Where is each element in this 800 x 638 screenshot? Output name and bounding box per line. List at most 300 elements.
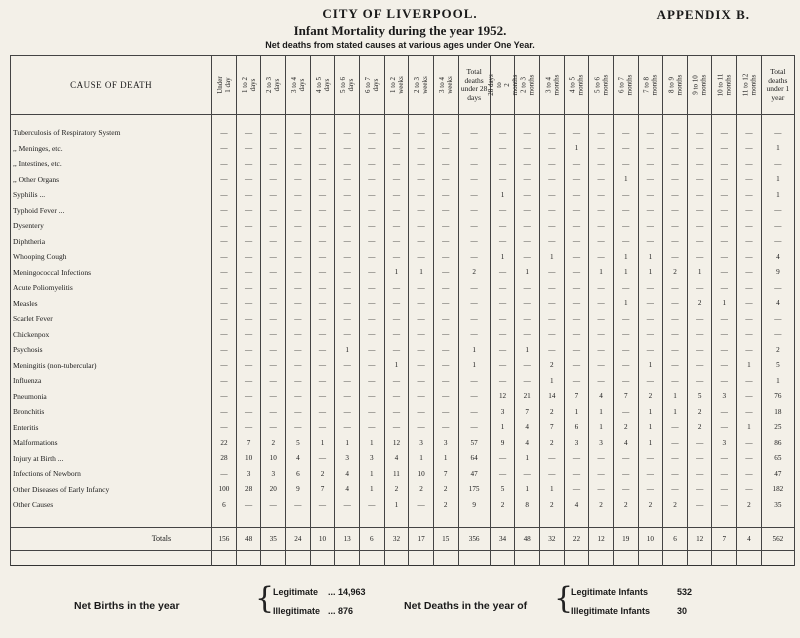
value-cell: — xyxy=(613,203,638,219)
births-illegit-value: ... 876 xyxy=(328,606,354,616)
spacer-cell xyxy=(384,513,409,528)
cause-cell: ,, Meninges, etc. xyxy=(11,141,212,157)
value-cell: 7 xyxy=(433,466,458,482)
value-cell: 7 xyxy=(310,482,335,498)
value-cell: 7 xyxy=(515,404,540,420)
value-cell: — xyxy=(212,249,237,265)
cause-cell: Meningitis (non-tubercular) xyxy=(11,358,212,374)
value-cell: — xyxy=(564,482,589,498)
value-cell: — xyxy=(589,203,614,219)
value-cell: 3 xyxy=(712,389,737,405)
value-cell: — xyxy=(613,187,638,203)
value-cell: 35 xyxy=(761,497,794,513)
value-cell: — xyxy=(638,141,663,157)
value-cell: — xyxy=(589,311,614,327)
value-cell: — xyxy=(286,420,311,436)
value-cell: — xyxy=(359,404,384,420)
value-cell: — xyxy=(712,234,737,250)
value-cell: 1 xyxy=(490,249,515,265)
value-cell: — xyxy=(761,327,794,343)
value-cell: 1 xyxy=(564,404,589,420)
value-cell: — xyxy=(613,280,638,296)
appendix-label: APPENDIX B. xyxy=(656,7,750,22)
value-cell: — xyxy=(712,420,737,436)
value-cell: — xyxy=(564,203,589,219)
value-cell: — xyxy=(261,373,286,389)
cause-cell: ,, Other Organs xyxy=(11,172,212,188)
spacer-cell xyxy=(564,115,589,126)
value-cell: 1 xyxy=(589,404,614,420)
spacer-cell xyxy=(687,550,712,565)
spacer-cell xyxy=(236,115,261,126)
deaths-illegit-value: 30 xyxy=(677,606,688,616)
value-cell: — xyxy=(515,172,540,188)
value-cell: 3 xyxy=(335,451,360,467)
value-cell: 3 xyxy=(236,466,261,482)
value-cell: — xyxy=(761,280,794,296)
table-row xyxy=(11,327,795,343)
value-cell: — xyxy=(515,296,540,312)
value-cell: — xyxy=(564,234,589,250)
value-cell: — xyxy=(663,156,688,172)
value-cell: — xyxy=(310,172,335,188)
value-cell: — xyxy=(409,280,434,296)
value-cell: — xyxy=(335,187,360,203)
value-cell: — xyxy=(589,156,614,172)
value-cell: 4 xyxy=(384,451,409,467)
value-cell: — xyxy=(737,265,762,281)
value-cell: — xyxy=(515,218,540,234)
value-cell: — xyxy=(458,327,490,343)
value-cell: 3 xyxy=(433,435,458,451)
value-cell: — xyxy=(286,280,311,296)
spacer-cell xyxy=(687,115,712,126)
value-cell: — xyxy=(737,451,762,467)
value-cell: — xyxy=(236,234,261,250)
value-cell: — xyxy=(589,327,614,343)
births-brace: { xyxy=(255,581,275,616)
page-subtitle: Net deaths from stated causes at various ages under One Year. xyxy=(265,40,535,50)
cause-cell: Acute Poliomyelitis xyxy=(11,280,212,296)
column-header xyxy=(409,56,434,115)
value-cell: — xyxy=(261,404,286,420)
column-header-label: 7 to 8 months xyxy=(642,74,659,96)
value-cell: — xyxy=(359,218,384,234)
spacer-cell xyxy=(589,550,614,565)
value-cell: 1 xyxy=(540,482,565,498)
value-cell: — xyxy=(433,358,458,374)
value-cell: — xyxy=(737,249,762,265)
column-header-label: 2 to 3 months xyxy=(519,74,536,96)
value-cell: — xyxy=(663,373,688,389)
value-cell: 3 xyxy=(409,435,434,451)
spacer-cell xyxy=(458,513,490,528)
value-cell: 11 xyxy=(384,466,409,482)
cause-cell: Typhoid Fever ... xyxy=(11,203,212,219)
table-body xyxy=(11,115,795,566)
value-cell: 1 xyxy=(458,358,490,374)
value-cell: — xyxy=(515,187,540,203)
table-row xyxy=(11,265,795,281)
column-header xyxy=(589,56,614,115)
value-cell: 1 xyxy=(540,249,565,265)
value-cell: — xyxy=(564,156,589,172)
value-cell: — xyxy=(663,296,688,312)
value-cell: — xyxy=(261,420,286,436)
value-cell: — xyxy=(212,156,237,172)
value-cell: 1 xyxy=(359,466,384,482)
value-cell: — xyxy=(712,280,737,296)
value-cell: 2 xyxy=(761,342,794,358)
column-header-label: 6 to 7 months xyxy=(617,74,634,96)
value-cell: 12 xyxy=(490,389,515,405)
value-cell: — xyxy=(409,342,434,358)
value-cell: — xyxy=(687,435,712,451)
spacer-cell xyxy=(515,550,540,565)
value-cell: 2 xyxy=(384,482,409,498)
value-cell: — xyxy=(490,373,515,389)
value-cell: — xyxy=(613,234,638,250)
value-cell: — xyxy=(359,125,384,141)
value-cell: 2 xyxy=(458,265,490,281)
value-cell: — xyxy=(490,156,515,172)
value-cell: — xyxy=(212,466,237,482)
value-cell: — xyxy=(687,187,712,203)
value-cell: — xyxy=(515,141,540,157)
total-cell: 12 xyxy=(687,527,712,550)
value-cell: — xyxy=(540,187,565,203)
value-cell: 1 xyxy=(638,420,663,436)
value-cell: — xyxy=(712,125,737,141)
value-cell: — xyxy=(540,327,565,343)
value-cell: — xyxy=(712,187,737,203)
value-cell: — xyxy=(564,358,589,374)
value-cell: — xyxy=(687,218,712,234)
value-cell: — xyxy=(564,373,589,389)
value-cell: 2 xyxy=(687,420,712,436)
value-cell: — xyxy=(687,203,712,219)
value-cell: — xyxy=(712,373,737,389)
value-cell: — xyxy=(384,234,409,250)
value-cell: 1 xyxy=(564,141,589,157)
value-cell: — xyxy=(384,311,409,327)
value-cell: — xyxy=(359,389,384,405)
column-header xyxy=(310,56,335,115)
spacer-cell xyxy=(589,513,614,528)
spacer-cell xyxy=(286,115,311,126)
spacer-cell xyxy=(335,550,360,565)
spacer-cell xyxy=(409,115,434,126)
value-cell: — xyxy=(515,327,540,343)
cause-cell: ,, Intestines, etc. xyxy=(11,156,212,172)
spacer-cell xyxy=(212,550,237,565)
value-cell: — xyxy=(540,296,565,312)
value-cell: — xyxy=(409,156,434,172)
spacer-cell xyxy=(613,550,638,565)
value-cell: — xyxy=(540,234,565,250)
value-cell: 4 xyxy=(613,435,638,451)
value-cell: — xyxy=(359,358,384,374)
value-cell: — xyxy=(359,342,384,358)
value-cell: — xyxy=(335,497,360,513)
footer xyxy=(0,577,800,637)
spacer-cell xyxy=(212,115,237,126)
value-cell: — xyxy=(687,466,712,482)
value-cell: — xyxy=(737,389,762,405)
value-cell: 1 xyxy=(638,435,663,451)
value-cell: — xyxy=(490,451,515,467)
spacer-cell xyxy=(359,115,384,126)
spacer-cell xyxy=(515,513,540,528)
value-cell: — xyxy=(663,466,688,482)
value-cell: — xyxy=(638,187,663,203)
value-cell: — xyxy=(589,342,614,358)
value-cell: — xyxy=(737,466,762,482)
value-cell: — xyxy=(638,234,663,250)
spacer-cell xyxy=(540,513,565,528)
value-cell: — xyxy=(589,373,614,389)
value-cell: — xyxy=(409,327,434,343)
value-cell: — xyxy=(564,342,589,358)
spacer-cell xyxy=(712,513,737,528)
deaths-legit-label: Legitimate Infants xyxy=(571,587,649,597)
value-cell: — xyxy=(433,342,458,358)
value-cell: — xyxy=(433,141,458,157)
mortality-table xyxy=(10,55,795,566)
value-cell: 47 xyxy=(761,466,794,482)
spacer-cell xyxy=(737,115,762,126)
value-cell: 2 xyxy=(613,497,638,513)
column-header-label: 10 to 11 months xyxy=(716,73,733,97)
table-row xyxy=(11,234,795,250)
value-cell: 7 xyxy=(613,389,638,405)
value-cell: — xyxy=(712,327,737,343)
table-row xyxy=(11,404,795,420)
value-cell: — xyxy=(286,249,311,265)
value-cell: — xyxy=(212,342,237,358)
column-header-label: 2 to 3 days xyxy=(265,77,282,93)
value-cell: — xyxy=(212,141,237,157)
value-cell: — xyxy=(236,172,261,188)
value-cell: — xyxy=(212,234,237,250)
value-cell: — xyxy=(564,249,589,265)
value-cell: 1 xyxy=(613,249,638,265)
value-cell: 1 xyxy=(761,172,794,188)
cause-cell: Infections of Newborn xyxy=(11,466,212,482)
value-cell: — xyxy=(687,249,712,265)
value-cell: — xyxy=(433,311,458,327)
value-cell: — xyxy=(359,187,384,203)
value-cell: — xyxy=(589,451,614,467)
value-cell: 1 xyxy=(458,342,490,358)
value-cell: — xyxy=(761,234,794,250)
value-cell: 9 xyxy=(761,265,794,281)
value-cell: — xyxy=(310,497,335,513)
value-cell: — xyxy=(613,141,638,157)
value-cell: — xyxy=(261,203,286,219)
value-cell: — xyxy=(737,342,762,358)
value-cell: — xyxy=(458,141,490,157)
value-cell: 1 xyxy=(515,265,540,281)
spacer-cell xyxy=(638,115,663,126)
value-cell: — xyxy=(359,327,384,343)
value-cell: — xyxy=(335,141,360,157)
spacer-cell xyxy=(761,115,794,126)
value-cell: — xyxy=(458,218,490,234)
total-cell: 356 xyxy=(458,527,490,550)
value-cell: — xyxy=(236,311,261,327)
value-cell: — xyxy=(359,373,384,389)
value-cell: 25 xyxy=(761,420,794,436)
value-cell: — xyxy=(286,265,311,281)
value-cell: 1 xyxy=(433,451,458,467)
spacer-cell xyxy=(564,513,589,528)
total-cell: 6 xyxy=(663,527,688,550)
value-cell: — xyxy=(433,327,458,343)
value-cell: — xyxy=(310,404,335,420)
value-cell: — xyxy=(236,125,261,141)
value-cell: — xyxy=(212,389,237,405)
spacer-cell xyxy=(663,115,688,126)
value-cell: 2 xyxy=(663,265,688,281)
value-cell: — xyxy=(589,280,614,296)
value-cell: — xyxy=(310,156,335,172)
value-cell: — xyxy=(490,280,515,296)
value-cell: — xyxy=(261,172,286,188)
value-cell: — xyxy=(409,420,434,436)
value-cell: 76 xyxy=(761,389,794,405)
value-cell: 1 xyxy=(761,187,794,203)
value-cell: — xyxy=(638,125,663,141)
value-cell: — xyxy=(613,342,638,358)
column-header-label: 2 to 3 weeks xyxy=(413,76,430,94)
spacer-cell xyxy=(286,550,311,565)
total-cell: 34 xyxy=(490,527,515,550)
value-cell: — xyxy=(458,234,490,250)
value-cell: 4 xyxy=(335,482,360,498)
value-cell: — xyxy=(712,497,737,513)
value-cell: — xyxy=(712,265,737,281)
value-cell: 14 xyxy=(540,389,565,405)
value-cell: — xyxy=(458,311,490,327)
value-cell: — xyxy=(261,327,286,343)
column-header xyxy=(261,56,286,115)
value-cell: 2 xyxy=(310,466,335,482)
spacer-cell xyxy=(261,115,286,126)
value-cell: — xyxy=(540,466,565,482)
value-cell: — xyxy=(236,327,261,343)
value-cell: — xyxy=(564,218,589,234)
column-header-label: 1 to 2 days xyxy=(240,77,257,93)
value-cell: — xyxy=(737,218,762,234)
table-row xyxy=(11,451,795,467)
value-cell: — xyxy=(687,141,712,157)
value-cell: 2 xyxy=(638,497,663,513)
spacer-cell xyxy=(261,513,286,528)
value-cell: — xyxy=(540,125,565,141)
value-cell: — xyxy=(613,373,638,389)
value-cell: — xyxy=(458,156,490,172)
spacer-cell xyxy=(310,550,335,565)
cause-cell: Diphtheria xyxy=(11,234,212,250)
value-cell: — xyxy=(490,358,515,374)
total-cell: 48 xyxy=(515,527,540,550)
spacer-cell xyxy=(540,550,565,565)
value-cell: 4 xyxy=(515,435,540,451)
total-cell: 562 xyxy=(761,527,794,550)
cause-cell: Influenza xyxy=(11,373,212,389)
table-row xyxy=(11,125,795,141)
value-cell: — xyxy=(737,404,762,420)
spacer-cell xyxy=(384,550,409,565)
value-cell: — xyxy=(409,296,434,312)
value-cell: 3 xyxy=(564,435,589,451)
table-row xyxy=(11,342,795,358)
value-cell: — xyxy=(286,187,311,203)
value-cell: — xyxy=(236,358,261,374)
value-cell: — xyxy=(737,280,762,296)
value-cell: — xyxy=(663,218,688,234)
value-cell: — xyxy=(638,342,663,358)
value-cell: — xyxy=(433,296,458,312)
value-cell: 1 xyxy=(515,451,540,467)
value-cell: — xyxy=(712,156,737,172)
value-cell: — xyxy=(261,234,286,250)
column-header xyxy=(384,56,409,115)
spacer-cell xyxy=(490,513,515,528)
value-cell: 1 xyxy=(712,296,737,312)
value-cell: — xyxy=(663,141,688,157)
total-cell: 15 xyxy=(433,527,458,550)
spacer-cell xyxy=(589,115,614,126)
value-cell: — xyxy=(261,156,286,172)
value-cell: 1 xyxy=(335,342,360,358)
value-cell: — xyxy=(589,296,614,312)
table-row xyxy=(11,156,795,172)
value-cell: — xyxy=(335,389,360,405)
value-cell: — xyxy=(286,172,311,188)
value-cell: — xyxy=(335,280,360,296)
spacer-cell xyxy=(540,115,565,126)
value-cell: — xyxy=(613,218,638,234)
value-cell: — xyxy=(663,482,688,498)
value-cell: 21 xyxy=(515,389,540,405)
value-cell: — xyxy=(589,466,614,482)
value-cell: 4 xyxy=(286,451,311,467)
value-cell: — xyxy=(212,420,237,436)
value-cell: — xyxy=(458,420,490,436)
value-cell: 2 xyxy=(638,389,663,405)
value-cell: 1 xyxy=(384,265,409,281)
value-cell: — xyxy=(335,296,360,312)
value-cell: — xyxy=(540,203,565,219)
spacer-cell xyxy=(11,513,212,528)
value-cell: — xyxy=(458,296,490,312)
value-cell: 5 xyxy=(687,389,712,405)
value-cell: — xyxy=(236,280,261,296)
value-cell: — xyxy=(638,451,663,467)
value-cell: — xyxy=(737,125,762,141)
header-row xyxy=(11,56,795,115)
value-cell: — xyxy=(359,172,384,188)
cause-cell: Meningococcal Infections xyxy=(11,265,212,281)
value-cell: 20 xyxy=(261,482,286,498)
value-cell: — xyxy=(261,342,286,358)
totals-row xyxy=(11,527,795,550)
column-header-label: 28 days to 2 months xyxy=(486,74,519,96)
spacer-row xyxy=(11,550,795,565)
cause-cell: Other Causes xyxy=(11,497,212,513)
